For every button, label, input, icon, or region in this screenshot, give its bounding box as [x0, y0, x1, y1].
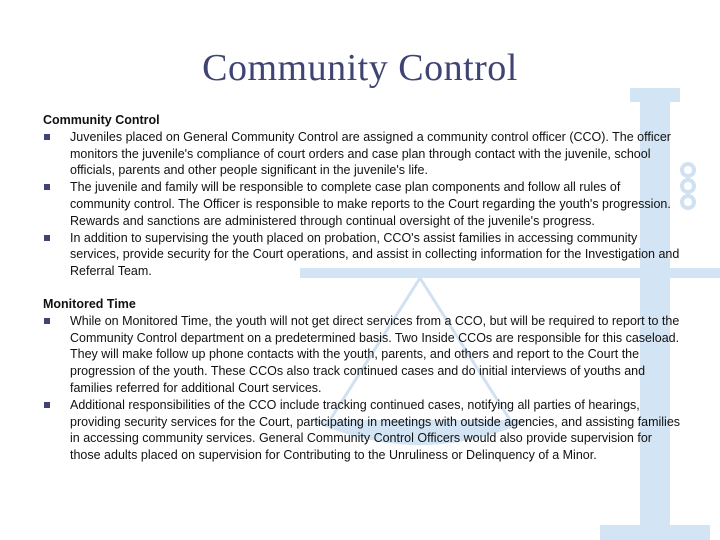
square-bullet-icon [44, 184, 50, 190]
list-item [43, 129, 683, 179]
square-bullet-icon [44, 402, 50, 408]
slide-content [43, 112, 683, 464]
section-community-control [43, 112, 683, 280]
slide-title: Community Control [202, 47, 518, 89]
bullet-text: In addition to supervising the youth placed on probation, CCO's assist families in accessing community services, provide security for the Court operations, and assist in collecting information for the Investigation and Referral Team. [70, 230, 680, 279]
section-heading: Monitored Time [43, 296, 136, 311]
square-bullet-icon [44, 134, 50, 140]
section-monitored-time [43, 296, 683, 464]
list-item [43, 397, 683, 464]
bullet-text: Additional responsibilities of the CCO include tracking continued cases, notifying all parties of hearings, providing security services for the Court, participating in meetings with outside agencies, and assisting families in accessing community services. General Community Control Officers would also provide supervision for those adults placed on supervision for Contributing to the Unruliness or Delinquency of a Minor. [70, 397, 681, 463]
list-item [43, 179, 683, 229]
bullet-list [43, 313, 683, 464]
bullet-text: The juvenile and family will be responsible to complete case plan components and follow all rules of community control. The Officer is responsible to make reports to the Court regarding the youth's progression. Rewards and sanctions are administered through continual oversight of the juvenile's progress. [70, 180, 671, 228]
bullet-text: While on Monitored Time, the youth will not get direct services from a CCO, but will be required to report to the Community Control department on a predetermined basis. Two Inside CCOs are responsible for this caseload. They will make follow up phone contacts with the youth, parents, and others and report to the Court the progression of the youth. These CCOs also track continued cases and do initial interviews of youths and families referred for additional Court services. [70, 313, 680, 395]
list-item [43, 313, 683, 397]
square-bullet-icon [44, 318, 50, 324]
square-bullet-icon [44, 235, 50, 241]
section-heading: Community Control [43, 113, 160, 127]
bullet-list [43, 129, 683, 280]
list-item [43, 230, 683, 280]
bullet-text: Juveniles placed on General Community Control are assigned a community control officer (CCO). The officer monitors the juvenile's compliance of court orders and case plan through contact with the juvenile, school officials, parents and other people significant in the juvenile's life. [70, 129, 671, 178]
